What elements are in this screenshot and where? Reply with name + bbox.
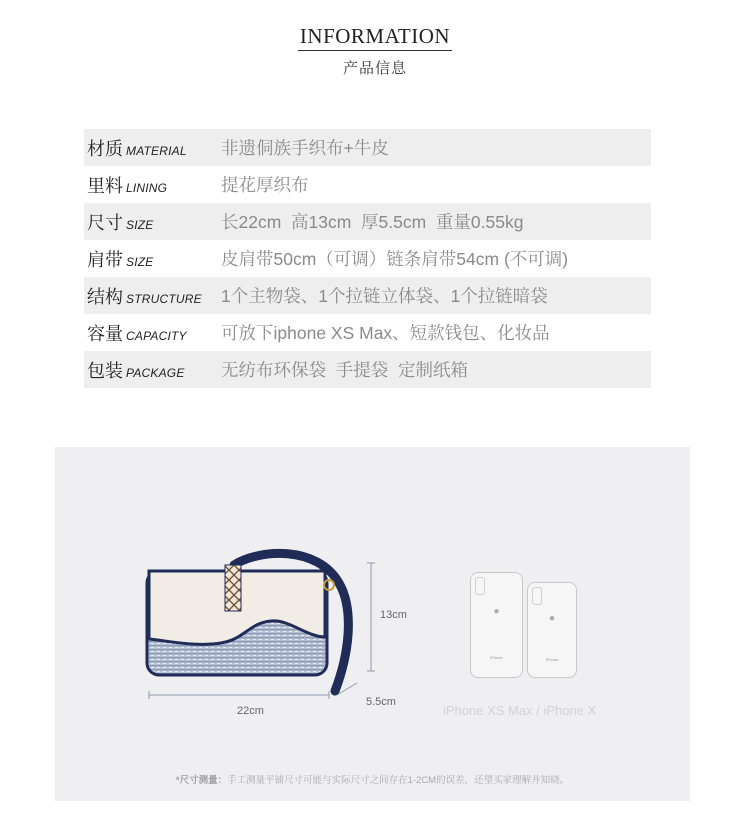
spec-key	[84, 283, 221, 309]
camera-icon	[475, 577, 485, 595]
bag-illustration	[139, 545, 399, 720]
spec-table	[84, 129, 651, 388]
phone-xs-max	[470, 572, 523, 678]
spec-key	[84, 246, 221, 272]
measurement-footnote	[55, 772, 690, 786]
spec-row	[84, 166, 651, 203]
spec-row	[84, 351, 651, 388]
page-subtitle: 产品信息	[342, 60, 407, 77]
page-title: INFORMATION	[298, 24, 452, 51]
spec-value: 1个主物袋、1个拉链立体袋、1个拉链暗袋	[221, 286, 548, 306]
spec-row	[84, 203, 651, 240]
size-comparison-panel	[55, 447, 690, 801]
spec-key-zh: 结构	[87, 286, 123, 307]
spec-key	[84, 357, 221, 383]
spec-value: 皮肩带50cm（可调）链条肩带54cm (不可调)	[221, 249, 569, 269]
spec-value: 无纺布环保袋 手提袋 定制纸箱	[221, 360, 468, 380]
spec-key	[84, 172, 221, 198]
spec-key-en: SIZE	[126, 254, 154, 269]
spec-key	[84, 320, 221, 346]
dimension-width-label: 22cm	[237, 705, 264, 717]
apple-logo-icon: ●	[548, 613, 556, 625]
spec-value: 提花厚织布	[221, 175, 309, 195]
spec-key-en: CAPACITY	[126, 328, 187, 343]
spec-row	[84, 129, 651, 166]
camera-icon	[532, 587, 542, 605]
spec-value: 可放下iphone XS Max、短款钱包、化妆品	[221, 323, 550, 343]
phone-model-text: iPhone	[490, 655, 503, 661]
spec-key-zh: 材质	[87, 138, 123, 159]
spec-key-en: PACKAGE	[126, 365, 185, 380]
dimension-height-label: 13cm	[380, 609, 407, 621]
phone-x	[527, 582, 577, 678]
spec-value: 非遗侗族手织布+牛皮	[221, 138, 389, 158]
spec-key-en: SIZE	[126, 217, 154, 232]
spec-key-en: MATERIAL	[126, 143, 187, 158]
spec-key-zh: 包装	[87, 360, 123, 381]
strap-accent	[225, 565, 241, 611]
spec-key-zh: 里料	[87, 175, 123, 196]
spec-key	[84, 135, 221, 161]
spec-value: 长22cm 高13cm 厚5.5cm 重量0.55kg	[221, 212, 524, 232]
dimension-depth-label: 5.5cm	[366, 696, 396, 708]
phone-model-text: iPhone	[545, 656, 559, 662]
spec-row	[84, 277, 651, 314]
spec-row	[84, 240, 651, 277]
footnote-text: 手工测量平铺尺寸可能与实际尺寸之间存在1-2CM的误差，还望买家理解并知晓。	[227, 775, 570, 786]
spec-row	[84, 314, 651, 351]
spec-key	[84, 209, 221, 235]
phone-caption: iPhone XS Max / iPhone X	[443, 703, 597, 718]
footnote-lead: *尺寸测量：	[175, 775, 228, 786]
spec-key-zh: 肩带	[87, 249, 123, 270]
spec-key-en: LINING	[126, 180, 168, 195]
spec-key-zh: 尺寸	[87, 212, 123, 233]
spec-key-zh: 容量	[87, 323, 123, 344]
header	[0, 24, 750, 78]
spec-key-en: STRUCTURE	[126, 291, 202, 306]
apple-logo-icon: ●	[493, 606, 500, 618]
